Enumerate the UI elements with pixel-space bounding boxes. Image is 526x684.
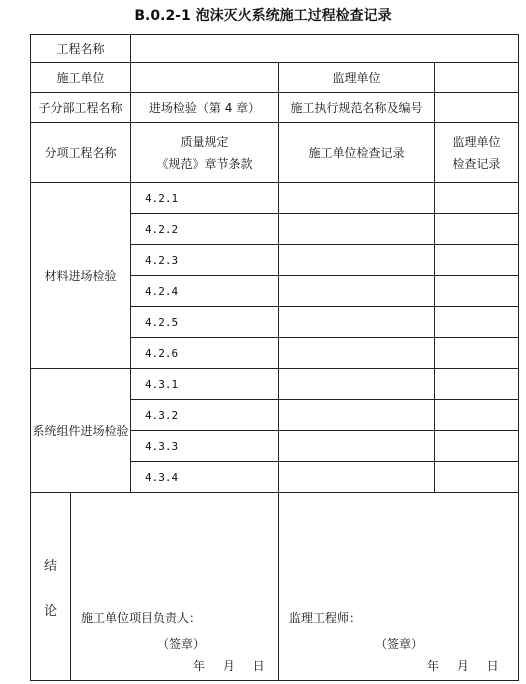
conclusion-label-char2: 论 bbox=[43, 603, 57, 619]
supervisor-record-cell[interactable] bbox=[435, 462, 519, 493]
supervisor-record-cell[interactable] bbox=[435, 245, 519, 276]
supervisor-record-cell[interactable] bbox=[435, 276, 519, 307]
table-row bbox=[31, 369, 519, 400]
group-name-materials: 材料进场检验 bbox=[31, 183, 131, 369]
supervisor-record-header-line2: 检查记录 bbox=[452, 156, 501, 171]
supervisor-record-header bbox=[435, 123, 519, 183]
sub-project-value: 进场检验（第 4 章） bbox=[131, 93, 279, 123]
supervisor-record-cell[interactable] bbox=[435, 214, 519, 245]
supervisor-signer-label: 监理工程师： bbox=[289, 611, 362, 625]
clause-cell: 4.2.5 bbox=[131, 307, 279, 338]
clause-cell: 4.2.1 bbox=[131, 183, 279, 214]
clause-cell: 4.2.2 bbox=[131, 214, 279, 245]
supervision-unit-label: 监理单位 bbox=[279, 63, 435, 93]
contractor-record-cell[interactable] bbox=[279, 245, 435, 276]
contractor-date-label: 年 月 日 bbox=[193, 659, 265, 673]
clause-cell: 4.2.3 bbox=[131, 245, 279, 276]
document-title: B.0.2-1 泡沫灭火系统施工过程检查记录 bbox=[134, 8, 392, 24]
contractor-record-cell[interactable] bbox=[279, 307, 435, 338]
supervisor-record-cell[interactable] bbox=[435, 183, 519, 214]
contractor-record-cell[interactable] bbox=[279, 214, 435, 245]
project-name-field[interactable] bbox=[131, 35, 519, 63]
contractor-record-cell[interactable] bbox=[279, 400, 435, 431]
clause-cell: 4.2.6 bbox=[131, 338, 279, 369]
standard-label: 施工执行规范名称及编号 bbox=[279, 93, 435, 123]
contractor-signer-label: 施工单位项目负责人： bbox=[81, 611, 202, 625]
clause-cell: 4.2.4 bbox=[131, 276, 279, 307]
construction-unit-field[interactable] bbox=[131, 63, 279, 93]
construction-unit-row bbox=[31, 63, 519, 93]
supervision-unit-field[interactable] bbox=[435, 63, 519, 93]
contractor-record-cell[interactable] bbox=[279, 338, 435, 369]
contractor-record-cell[interactable] bbox=[279, 183, 435, 214]
supervisor-record-cell[interactable] bbox=[435, 431, 519, 462]
supervisor-record-cell[interactable] bbox=[435, 400, 519, 431]
contractor-record-cell[interactable] bbox=[279, 369, 435, 400]
conclusion-label bbox=[31, 493, 71, 681]
supervisor-stamp-label: （签章） bbox=[375, 637, 424, 651]
supervisor-record-cell[interactable] bbox=[435, 307, 519, 338]
supervisor-date-label: 年 月 日 bbox=[427, 659, 499, 673]
supervisor-record-cell[interactable] bbox=[435, 369, 519, 400]
clause-cell: 4.3.4 bbox=[131, 462, 279, 493]
contractor-record-cell[interactable] bbox=[279, 462, 435, 493]
construction-unit-label: 施工单位 bbox=[31, 63, 131, 93]
quality-rule-header-line1: 质量规定 bbox=[180, 134, 229, 149]
quality-rule-header bbox=[131, 123, 279, 183]
contractor-record-cell[interactable] bbox=[279, 276, 435, 307]
standard-field[interactable] bbox=[435, 93, 519, 123]
contractor-signature-area[interactable] bbox=[71, 493, 279, 681]
supervisor-signature-area[interactable] bbox=[279, 493, 519, 681]
contractor-stamp-label: （签章） bbox=[157, 637, 206, 651]
contractor-record-header: 施工单位检查记录 bbox=[279, 123, 435, 183]
project-name-row bbox=[31, 35, 519, 63]
contractor-record-cell[interactable] bbox=[279, 431, 435, 462]
item-name-header: 分项工程名称 bbox=[31, 123, 131, 183]
group-name-components: 系统组件进场检验 bbox=[31, 369, 131, 493]
column-header-row bbox=[31, 123, 519, 183]
project-name-label: 工程名称 bbox=[31, 35, 131, 63]
clause-cell: 4.3.1 bbox=[131, 369, 279, 400]
conclusion-label-char1: 结 bbox=[43, 558, 57, 574]
clause-cell: 4.3.2 bbox=[131, 400, 279, 431]
inspection-record-table bbox=[30, 34, 519, 681]
sub-project-row bbox=[31, 93, 519, 123]
conclusion-row bbox=[31, 493, 519, 681]
sub-project-label: 子分部工程名称 bbox=[31, 93, 131, 123]
supervisor-record-header-line1: 监理单位 bbox=[452, 134, 501, 149]
table-row bbox=[31, 183, 519, 214]
clause-cell: 4.3.3 bbox=[131, 431, 279, 462]
supervisor-record-cell[interactable] bbox=[435, 338, 519, 369]
quality-rule-header-line2: 《规范》章节条款 bbox=[156, 156, 253, 171]
